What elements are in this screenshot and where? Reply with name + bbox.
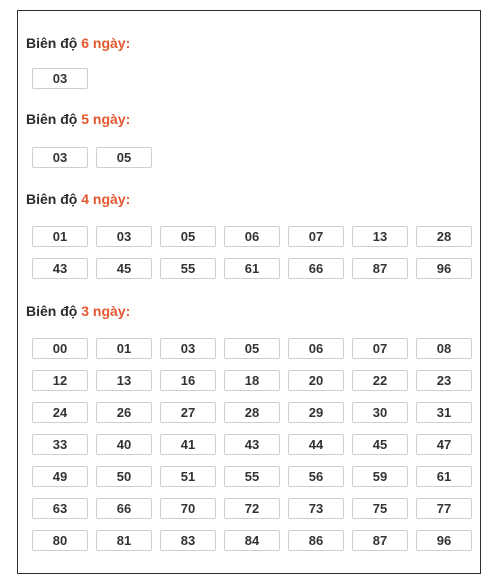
number-cell: 06 — [224, 226, 280, 247]
number-cell: 28 — [416, 226, 472, 247]
number-cell: 22 — [352, 370, 408, 391]
section-5-days — [26, 109, 476, 165]
number-cell: 81 — [96, 530, 152, 551]
number-cell: 73 — [288, 498, 344, 519]
number-cell: 01 — [96, 338, 152, 359]
number-cell: 06 — [288, 338, 344, 359]
number-cell: 41 — [160, 434, 216, 455]
section-heading — [26, 109, 476, 129]
number-cell: 16 — [160, 370, 216, 391]
heading-days: 6 ngày: — [81, 35, 131, 51]
heading-label: Biên độ — [26, 303, 82, 319]
number-cell: 28 — [224, 402, 280, 423]
heading-label: Biên độ — [26, 191, 82, 207]
number-cell: 03 — [96, 226, 152, 247]
number-cell: 77 — [416, 498, 472, 519]
heading-days: 4 ngày: — [81, 191, 131, 207]
number-cell: 05 — [224, 338, 280, 359]
number-cell: 03 — [32, 68, 88, 89]
number-cell: 84 — [224, 530, 280, 551]
number-cell: 13 — [352, 226, 408, 247]
number-cell: 12 — [32, 370, 88, 391]
number-cell: 87 — [352, 258, 408, 279]
number-cell: 70 — [160, 498, 216, 519]
number-cell: 87 — [352, 530, 408, 551]
number-cell: 96 — [416, 530, 472, 551]
number-cell: 43 — [32, 258, 88, 279]
number-cell: 01 — [32, 226, 88, 247]
section-heading — [26, 33, 476, 53]
number-cell: 55 — [160, 258, 216, 279]
number-cell: 20 — [288, 370, 344, 391]
number-cell: 33 — [32, 434, 88, 455]
number-cell: 29 — [288, 402, 344, 423]
heading-label: Biên độ — [26, 35, 82, 51]
panel — [17, 10, 481, 574]
number-cell: 07 — [288, 226, 344, 247]
number-cell: 61 — [224, 258, 280, 279]
number-cell: 72 — [224, 498, 280, 519]
section-6-days — [26, 33, 476, 86]
number-cell: 08 — [416, 338, 472, 359]
number-cell: 45 — [352, 434, 408, 455]
section-heading — [26, 189, 476, 209]
number-cell: 63 — [32, 498, 88, 519]
number-cell: 44 — [288, 434, 344, 455]
number-cell: 05 — [96, 147, 152, 168]
number-cell: 61 — [416, 466, 472, 487]
number-cell: 05 — [160, 226, 216, 247]
number-cell: 86 — [288, 530, 344, 551]
number-cell: 51 — [160, 466, 216, 487]
number-cell: 26 — [96, 402, 152, 423]
number-cell: 55 — [224, 466, 280, 487]
section-4-days — [26, 189, 476, 276]
number-cell: 49 — [32, 466, 88, 487]
number-cell: 43 — [224, 434, 280, 455]
number-cell: 45 — [96, 258, 152, 279]
section-heading — [26, 301, 476, 321]
heading-label: Biên độ — [26, 111, 82, 127]
number-cell: 75 — [352, 498, 408, 519]
number-cell: 03 — [160, 338, 216, 359]
number-cell: 56 — [288, 466, 344, 487]
number-cell: 03 — [32, 147, 88, 168]
number-cell: 13 — [96, 370, 152, 391]
section-3-days — [26, 301, 476, 548]
number-cell: 24 — [32, 402, 88, 423]
number-cell: 66 — [288, 258, 344, 279]
number-cell: 40 — [96, 434, 152, 455]
number-cell: 18 — [224, 370, 280, 391]
number-cell: 31 — [416, 402, 472, 423]
number-cell: 27 — [160, 402, 216, 423]
number-cell: 07 — [352, 338, 408, 359]
number-cell: 50 — [96, 466, 152, 487]
number-cell: 59 — [352, 466, 408, 487]
heading-days: 5 ngày: — [81, 111, 131, 127]
number-cell: 00 — [32, 338, 88, 359]
number-cell: 96 — [416, 258, 472, 279]
number-cell: 80 — [32, 530, 88, 551]
number-cell: 23 — [416, 370, 472, 391]
number-cell: 30 — [352, 402, 408, 423]
heading-days: 3 ngày: — [81, 303, 131, 319]
number-cell: 47 — [416, 434, 472, 455]
number-cell: 83 — [160, 530, 216, 551]
number-cell: 66 — [96, 498, 152, 519]
